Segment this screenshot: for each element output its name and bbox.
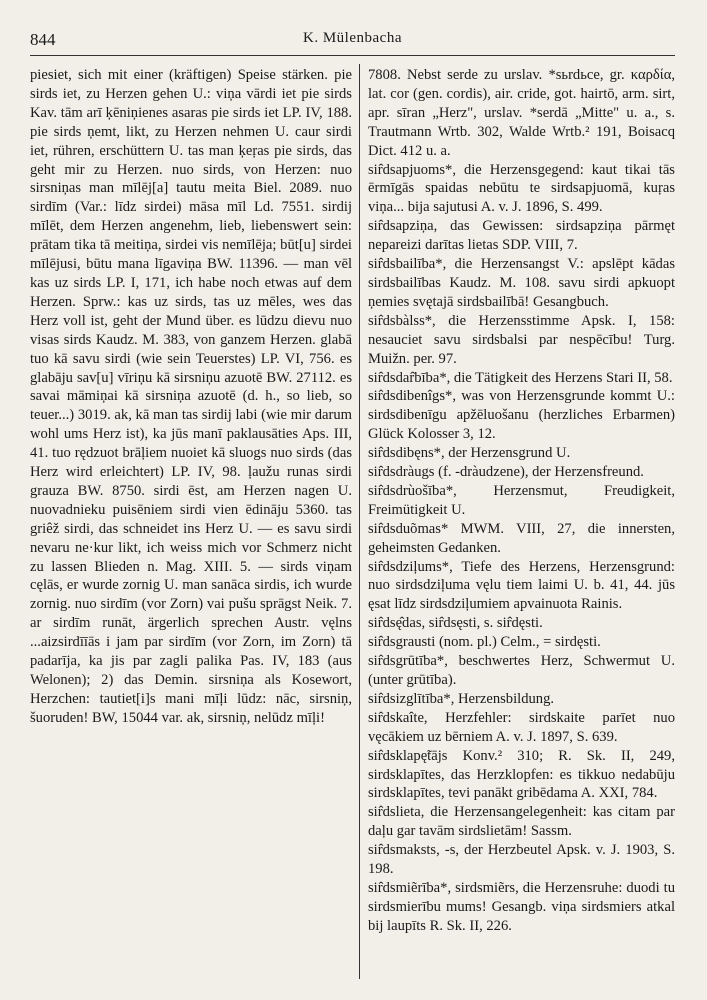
dictionary-entry: sir̂dsgrausti (nom. pl.) Celm., = sirdęsti. xyxy=(368,634,601,651)
dictionary-entry: sir̂dsdràugs (f. -dràudzene), der Herzensfreund. xyxy=(368,464,644,481)
dictionary-entry: sir̂dsbàlss*, die Herzensstimme Apsk. I, 158: nesauciet savu sirdsbalsi par nespēcību! Turg. Muižn. per. 97. xyxy=(368,312,675,367)
dictionary-entry: sir̂dsgrūtība*, beschwertes Herz, Schwermut U. (unter grūtība). xyxy=(368,653,675,688)
dictionary-entry: sir̂dslieta, die Herzensangelegenheit: kas citam par daļu gar tavām sirdslietām! Sassm. xyxy=(368,804,675,840)
dictionary-entry: sir̂dsdziļums*, Tiefe des Herzens, Herzensgrund: nuo sirdsdziļuma vęlu tiem laimi U. b. 41, 44. jūs ęsat līdz sirdsdziļumiem apvainuota Rainis. xyxy=(368,558,675,613)
left-column-text: piesiet, sich mit einer (kräftigen) Speise stärken. pie sirds iet, zu Herzen gehen U.: viņa vārdi iet pie sirds Kav. tām arī ķēniņienes asaras pie sirds iet LP. IV, 188. pie sirds ņemt, likt, zu Herzen nehmen U. caur sirdi iet, rühren, erschüttern U. tas man ķeŗas pie sirds, das geht mir zu Herzen. nuo sirds, von Herzen: nuo sirsniņas man mīlēj[a] tautu meita Biel. 2089. nuo sirdīm (Var.: līdz sirdei) māsa mīl Ld. 7551. sirdij mīlēt, dem Herzen angenehm, lieb, liebenswert sein: prātam tika tā meitiņa, sirdei vis nemīlēja; būt[u] sirdei mīlējusi, būtu mana līgaviņa BW. 11396. — man vēl kas uz sirds LP. I, 171, ich habe noch etwas auf dem Herzen. Sprw.: kas uz sirds, tas uz mēles, wes das Herz voll ist, geht der Mund über. es lūdzu dievu nuo visas sirds Kaudz. M. 383, von ganzem Herzen. glabā tuo kā savu sirdi (wie sein Teuerstes) LP. VI, 756. es glabāju sav[u] vīriņu kā sirsniņu azuotē BW. 27112. es savai māmiņai kā sirsniņa azuotē (d. h., so lieb, so teuer...) 3019. ak, kā man tas sirdij labi (wie mir darum wohl ums Herz ist), ka jūs manī paklausāties Aps. III, 41. tuo rędzuot brāļiem nuoiet kā sluogs nuo sirds (das Herz wird erleichtert) LP. IV, 98. ļaužu runas sirdi grauza BW. 8750. sirdi ēst, am Herzen nagen U. nuovadnieku puisēniem sirdi vien ēdināju 5360. tas griêž sirdi, das schneidet ins Herz U. — es savu sirdi nevaru ne·kur likt, ich weiss mich vor Schmerz nicht zu lassen Blieden n. Mag. XIII. 5. — sirds viņam cęlās, er wurde zornig U. man sanāca sirdis, ich wurde zornig. nuo sirdīm (vor Zorn) vai pušu sprāgst Neik. 7. ar sirdīm runāt, ärgerlich sprechen Austr. vęlns ...aizsirdīīās i jam par sirdīm (vor Zorn, im Zorn) tā padarīja, ka jis par zagli palika Pas. IV, 183 (aus Welonen); 2) das Demin. sirsniņa als Kosewort, Herzchen: tautiet[i]s mani mīļi lūdz: nāc, sirsniņ, šuoruden! BW, 15044 var. ak, sirsniņ, nelūdz mīļi! xyxy=(30,67,352,726)
dictionary-entry: sir̂dsdrùošība*, Herzensmut, Freudigkeit, Freimütigkeit U. xyxy=(368,482,675,518)
dictionary-entry: sir̂dsklapę̃tājs Konv.² 310; R. Sk. II, 249, sirdsklapītes, das Herzklopfen: es tikkuo nedabūju sirdsklapītes, tevi panākt gribēdama A. XXI, 784. xyxy=(368,747,675,802)
dictionary-entry: sir̂dsbailība*, die Herzensangst V.: apslēpt kādas sirdsbailības Kaudz. M. 108. savu sirdi apkuopt ņemies svętajā sirdsbailībā! Gesangbuch. xyxy=(368,256,675,310)
page-header xyxy=(30,30,675,54)
dictionary-entry: sir̂dsmiẽrība*, sirdsmiẽrs, die Herzensruhe: duodi tu sirdsmierību mums! Gesangb. viņa sirdsmiers atkal bij laupīts R. Sk. II, 226. xyxy=(368,879,675,934)
dictionary-entry: sir̂dsduõmas* MWM. VIII, 27, die innersten, geheimsten Gedanken. xyxy=(368,520,675,556)
right-column xyxy=(368,66,675,936)
dictionary-entry: sir̂dsapziņa, das Gewissen: sirdsapziņa pārmęt nepareizi darītas lietas SDP. VIII, 7. xyxy=(368,218,675,254)
dictionary-entry: sir̂dsę̂das, sir̂dsęsti, s. sir̂dęsti. xyxy=(368,615,543,632)
dictionary-entry: sir̂dsizglītība*, Herzensbildung. xyxy=(368,690,555,707)
running-head: K. Mülenbacha xyxy=(303,30,402,46)
dictionary-entry: 7808. Nebst serde zu urslav. *sьrdьce, gr. καρδία, lat. cor (gen. cordis), air. cride, got. hairtō, arm. sirt, apr. sīran „Herz", urslav. *serdā „Mitte" u. a., s. Trautmann Wrtb. 302, Walde Wrtb.² 191, Boisacq Dict. 412 u. a. xyxy=(368,67,675,159)
left-column xyxy=(30,66,352,728)
dictionary-entry: sir̂dsmaksts, -s, der Herzbeutel Apsk. v. J. 1903, S. 198. xyxy=(368,842,675,878)
dictionary-entry: sir̂dsdibęns*, der Herzensgrund U. xyxy=(368,445,571,462)
dictionary-entry: sir̂dsdibenîgs*, was von Herzensgrunde kommt U.: sirdsdibenīgu apžēluošanu (herzliches Erbarmen) Glück Kolosser 3, 12. xyxy=(368,388,675,443)
column-divider xyxy=(359,64,360,979)
dictionary-entry: sir̂dsapjuoms*, die Herzensgegend: kaut tikai tās ērmīgās spaidas nebūtu te sirdsapjuomā, kuŗas viņa... bija sajutusi A. v. J. 1896, S. 499. xyxy=(368,161,675,216)
dictionary-entry: sir̂dsdar̂bība*, die Tätigkeit des Herzens Stari II, 58. xyxy=(368,369,673,386)
dictionary-entry: sir̂dskaîte, Herzfehler: sirdskaite parīet nuo vęcākiem uz bērniem A. v. J. 1897, S. 639. xyxy=(368,709,675,745)
page-number: 844 xyxy=(30,30,56,49)
header-rule xyxy=(30,55,675,56)
